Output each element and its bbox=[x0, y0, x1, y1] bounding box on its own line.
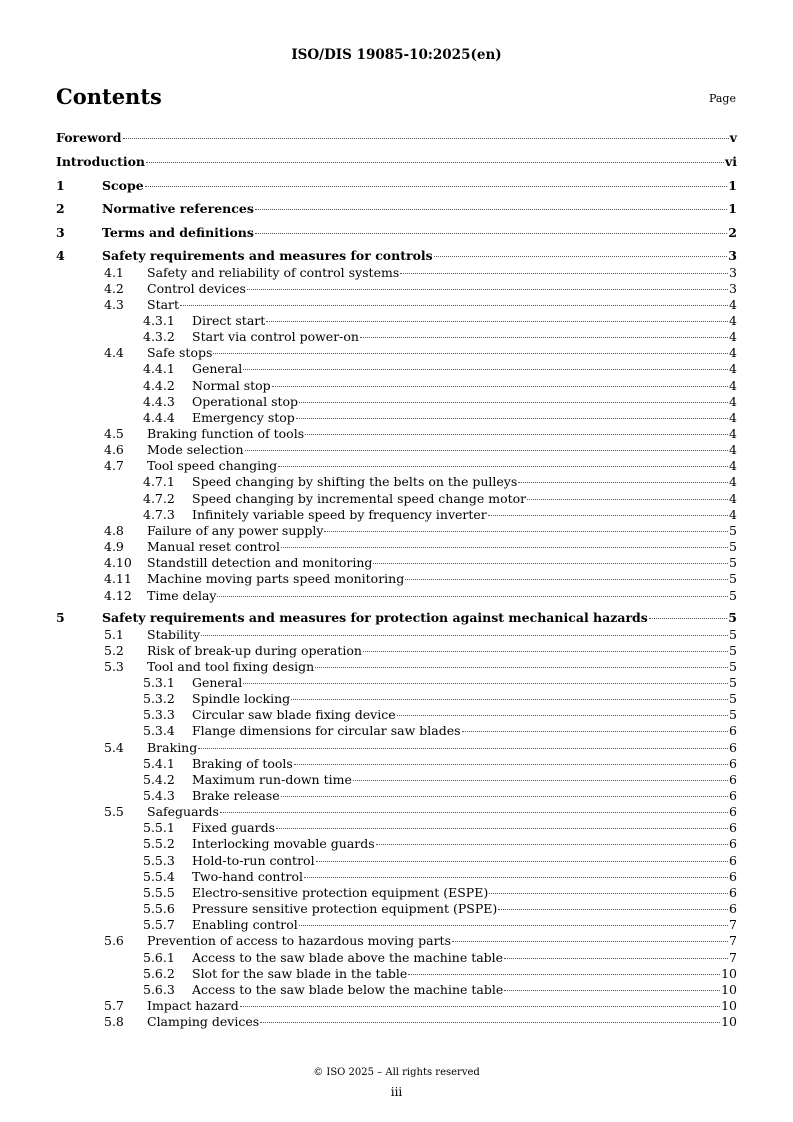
toc-leader-dots bbox=[353, 779, 728, 781]
toc-entry-page: 6 bbox=[729, 723, 737, 739]
toc-entry-label: Machine moving parts speed monitoring bbox=[147, 571, 405, 587]
toc-entry-number: 4.3.2 bbox=[143, 329, 175, 345]
toc-leader-dots bbox=[220, 811, 728, 813]
toc-entry[interactable] bbox=[56, 966, 737, 982]
toc-entry-number: 5.1 bbox=[104, 626, 124, 642]
toc-leader-dots bbox=[316, 860, 728, 862]
toc-entry-label: Prevention of access to hazardous moving parts bbox=[147, 933, 451, 949]
toc-entry[interactable] bbox=[56, 555, 737, 571]
document-id: ISO/DIS 19085-10:2025(en) bbox=[291, 47, 502, 63]
toc-entry-page: 7 bbox=[729, 949, 737, 965]
toc-entry-number: 4.4.3 bbox=[143, 393, 175, 409]
copyright-notice: © ISO 2025 – All rights reserved bbox=[313, 1067, 480, 1078]
toc-entry-page: vi bbox=[724, 154, 737, 169]
toc-entry-page: 4 bbox=[729, 329, 737, 345]
toc-entry-number: 5.5.4 bbox=[143, 868, 175, 884]
toc-leader-dots bbox=[217, 595, 728, 597]
toc-entry[interactable] bbox=[56, 756, 737, 772]
toc-leader-dots bbox=[649, 617, 727, 619]
toc-entry-label: Time delay bbox=[147, 587, 217, 603]
toc-entry[interactable] bbox=[56, 707, 737, 723]
toc-entry-label: Risk of break-up during operation bbox=[147, 642, 362, 658]
toc-entry[interactable] bbox=[56, 740, 737, 756]
toc-entry-number: 4.7.2 bbox=[143, 490, 175, 506]
toc-entry[interactable] bbox=[56, 394, 737, 410]
toc-entry-label: Speed changing by shifting the belts on the pulleys bbox=[192, 474, 518, 490]
toc-entry-label: Control devices bbox=[147, 280, 246, 296]
toc-leader-dots bbox=[299, 924, 728, 926]
toc-leader-dots bbox=[363, 650, 728, 652]
toc-entry-label: Two-hand control bbox=[192, 868, 303, 884]
toc-leader-dots bbox=[201, 634, 728, 636]
toc-leader-dots bbox=[315, 666, 728, 668]
toc-entry-label: Interlocking movable guards bbox=[192, 836, 375, 852]
toc-entry-page: 5 bbox=[729, 674, 737, 690]
toc-leader-dots bbox=[452, 940, 728, 942]
toc-leader-dots bbox=[294, 763, 728, 765]
toc-entry-page: 6 bbox=[729, 868, 737, 884]
toc-entry-page: 6 bbox=[729, 901, 737, 917]
toc-entry-label: Impact hazard bbox=[147, 997, 239, 1013]
toc-leader-dots bbox=[260, 1021, 720, 1023]
toc-entry-page: 6 bbox=[729, 788, 737, 803]
toc-entry[interactable] bbox=[56, 998, 737, 1014]
toc-entry[interactable] bbox=[56, 201, 737, 217]
toc-entry-number: 1 bbox=[56, 178, 65, 193]
toc-entry[interactable] bbox=[56, 836, 737, 852]
toc-leader-dots bbox=[240, 1005, 720, 1007]
toc-leader-dots bbox=[376, 843, 728, 845]
toc-entry[interactable] bbox=[56, 627, 737, 643]
toc-leader-dots bbox=[123, 137, 729, 139]
toc-entry[interactable] bbox=[56, 610, 737, 626]
toc-entry-page: 3 bbox=[728, 248, 737, 263]
toc-entry[interactable] bbox=[56, 885, 737, 901]
toc-entry-label: Operational stop bbox=[192, 393, 299, 409]
toc-entry-page: 5 bbox=[729, 691, 737, 707]
toc-entry-label: Braking function of tools bbox=[147, 426, 305, 441]
toc-entry-label: Tool and tool fixing design bbox=[147, 658, 315, 674]
toc-entry-page: 4 bbox=[729, 312, 737, 328]
toc-entry-page: 5 bbox=[729, 658, 737, 674]
toc-entry[interactable] bbox=[56, 225, 737, 241]
toc-entry-page: 6 bbox=[729, 820, 737, 836]
toc-entry-number: 5.5.2 bbox=[143, 836, 175, 852]
toc-entry-page: 7 bbox=[729, 917, 737, 933]
toc-entry[interactable] bbox=[56, 361, 737, 377]
toc-entry-label: Terms and definitions bbox=[102, 225, 254, 240]
toc-leader-dots bbox=[397, 714, 728, 716]
toc-entry-label: Safety and reliability of control systems bbox=[147, 264, 400, 280]
toc-entry-page: 5 bbox=[729, 587, 737, 603]
toc-entry-number: 4.9 bbox=[104, 539, 124, 555]
toc-entry[interactable] bbox=[56, 297, 737, 313]
toc-entry-page: 5 bbox=[729, 707, 737, 723]
toc-entry[interactable] bbox=[56, 788, 737, 804]
toc-leader-dots bbox=[213, 352, 728, 354]
toc-entry[interactable] bbox=[56, 458, 737, 474]
toc-entry-page: 5 bbox=[729, 539, 737, 555]
toc-entry-label: Normative references bbox=[102, 201, 254, 216]
toc-leader-dots bbox=[304, 876, 728, 878]
toc-entry-page: 5 bbox=[729, 626, 737, 642]
toc-entry-label: Mode selection bbox=[147, 442, 244, 458]
toc-entry[interactable] bbox=[56, 281, 737, 297]
toc-entry-number: 5 bbox=[56, 610, 65, 625]
toc-entry-number: 4.5 bbox=[104, 426, 124, 441]
toc-entry-label: Braking bbox=[147, 739, 198, 755]
toc-leader-dots bbox=[462, 730, 728, 732]
toc-entry[interactable] bbox=[56, 933, 737, 949]
toc-entry-page: 4 bbox=[729, 490, 737, 506]
toc-leader-dots bbox=[504, 989, 720, 991]
toc-entry-label: Start via control power-on bbox=[192, 329, 359, 345]
toc-entry[interactable] bbox=[56, 1014, 737, 1030]
toc-entry-label: Slot for the saw blade in the table bbox=[192, 965, 408, 981]
toc-entry-page: 6 bbox=[729, 852, 737, 868]
toc-entry-page: 6 bbox=[729, 804, 737, 820]
toc-entry[interactable] bbox=[56, 853, 737, 869]
toc-entry-page: 4 bbox=[729, 458, 737, 474]
toc-entry-label: Pressure sensitive protection equipment (PSPE) bbox=[192, 901, 498, 917]
toc-leader-dots bbox=[278, 465, 728, 467]
toc-entry[interactable] bbox=[56, 723, 737, 739]
toc-entry[interactable] bbox=[56, 691, 737, 707]
toc-entry-number: 5.4 bbox=[104, 739, 124, 755]
toc-entry-number: 3 bbox=[56, 225, 65, 240]
toc-entry-number: 2 bbox=[56, 201, 65, 216]
toc-entry-label: Emergency stop bbox=[192, 409, 295, 425]
toc-entry-number: 4.4.4 bbox=[143, 409, 175, 425]
toc-entry-label: Flange dimensions for circular saw blades bbox=[192, 723, 461, 739]
toc-leader-dots bbox=[408, 973, 720, 975]
toc-leader-dots bbox=[146, 161, 724, 163]
toc-entry-number: 4 bbox=[56, 248, 65, 263]
toc-entry-page: 6 bbox=[729, 836, 737, 852]
toc-entry-page: 10 bbox=[721, 981, 737, 997]
toc-entry[interactable] bbox=[56, 539, 737, 555]
toc-entry-number: 4.4.1 bbox=[143, 361, 175, 377]
toc-entry-number: 5.7 bbox=[104, 997, 124, 1013]
toc-entry-number: 4.1 bbox=[104, 264, 124, 280]
toc-entry[interactable] bbox=[56, 378, 737, 394]
toc-entry-number: 4.2 bbox=[104, 280, 124, 296]
toc-entry[interactable] bbox=[56, 643, 737, 659]
toc-entry-number: 4.3.1 bbox=[143, 312, 175, 328]
toc-entry-page: 7 bbox=[729, 933, 737, 949]
toc-entry-label: Scope bbox=[102, 178, 144, 193]
toc-entry-page: 4 bbox=[729, 506, 737, 522]
toc-entry-label: Safety requirements and measures for protection against mechanical hazards bbox=[102, 610, 648, 625]
toc-entry[interactable] bbox=[56, 901, 737, 917]
toc-entry-number: 5.4.3 bbox=[143, 788, 175, 803]
toc-entry-label: Enabling control bbox=[192, 917, 298, 933]
toc-entry-label: Introduction bbox=[56, 154, 146, 169]
toc-entry[interactable] bbox=[56, 820, 737, 836]
toc-entry-label: Spindle locking bbox=[192, 691, 291, 707]
toc-entry-page: 5 bbox=[728, 610, 737, 625]
toc-entry-page: 6 bbox=[729, 884, 737, 900]
toc-entry-label: Clamping devices bbox=[147, 1014, 260, 1030]
toc-entry-number: 4.7.1 bbox=[143, 474, 175, 490]
toc-entry-number: 5.3.2 bbox=[143, 691, 175, 707]
toc-entry-number: 5.3.4 bbox=[143, 723, 175, 739]
toc-leader-dots bbox=[276, 827, 728, 829]
toc-entry-label: Standstill detection and monitoring bbox=[147, 555, 373, 571]
toc-leader-dots bbox=[504, 957, 728, 959]
toc-entry-page: 4 bbox=[729, 409, 737, 425]
toc-entry-page: 6 bbox=[729, 771, 737, 787]
toc-entry-number: 5.5.6 bbox=[143, 901, 175, 917]
toc-entry-page: 1 bbox=[728, 201, 737, 216]
toc-leader-dots bbox=[281, 546, 728, 548]
toc-entry-page: 5 bbox=[729, 555, 737, 571]
toc-entry[interactable] bbox=[56, 772, 737, 788]
toc-entry[interactable] bbox=[56, 659, 737, 675]
toc-leader-dots bbox=[296, 417, 728, 419]
toc-entry-label: Foreword bbox=[56, 130, 122, 145]
toc-entry-number: 4.12 bbox=[104, 587, 132, 603]
toc-entry-page: 4 bbox=[729, 345, 737, 361]
toc-entry-number: 5.3.3 bbox=[143, 707, 175, 723]
toc-leader-dots bbox=[180, 304, 728, 306]
toc-leader-dots bbox=[488, 514, 728, 516]
toc-leader-dots bbox=[247, 288, 728, 290]
toc-entry-number: 4.8 bbox=[104, 522, 124, 538]
toc-leader-dots bbox=[489, 892, 728, 894]
toc-leader-dots bbox=[527, 498, 728, 500]
toc-entry-number: 4.10 bbox=[104, 555, 132, 571]
toc-entry-page: 3 bbox=[729, 280, 737, 296]
toc-leader-dots bbox=[360, 336, 728, 338]
toc-entry-label: Fixed guards bbox=[192, 820, 275, 836]
toc-leader-dots bbox=[245, 449, 729, 451]
toc-entry-number: 5.6.2 bbox=[143, 965, 175, 981]
toc-entry-label: Access to the saw blade above the machine table bbox=[192, 949, 504, 965]
toc-entry[interactable] bbox=[56, 313, 737, 329]
page-column-label: Page bbox=[708, 92, 736, 105]
toc-entry-label: Brake release bbox=[192, 788, 280, 803]
toc-leader-dots bbox=[281, 795, 728, 797]
toc-entry-label: Circular saw blade fixing device bbox=[192, 707, 396, 723]
toc-entry-label: Hold-to-run control bbox=[192, 852, 315, 868]
toc-leader-dots bbox=[272, 385, 728, 387]
toc-entry[interactable] bbox=[56, 248, 737, 264]
toc-entry-number: 5.5.1 bbox=[143, 820, 175, 836]
toc-leader-dots bbox=[434, 255, 728, 257]
toc-entry[interactable] bbox=[56, 869, 737, 885]
toc-entry-label: Access to the saw blade below the machine table bbox=[192, 981, 504, 997]
toc-entry-label: Maximum run-down time bbox=[192, 771, 352, 787]
toc-entry[interactable] bbox=[56, 491, 737, 507]
toc-leader-dots bbox=[266, 320, 728, 322]
toc-entry-page: 6 bbox=[729, 755, 737, 771]
toc-entry-number: 5.4.1 bbox=[143, 755, 175, 771]
toc-entry-number: 5.5 bbox=[104, 804, 124, 820]
toc-entry[interactable] bbox=[56, 178, 737, 194]
toc-leader-dots bbox=[299, 401, 728, 403]
toc-entry[interactable] bbox=[56, 804, 737, 820]
toc-entry[interactable] bbox=[56, 265, 737, 281]
toc-entry[interactable] bbox=[56, 675, 737, 691]
toc-leader-dots bbox=[405, 578, 728, 580]
toc-entry[interactable] bbox=[56, 507, 737, 523]
toc-leader-dots bbox=[255, 208, 727, 210]
toc-entry-page: 5 bbox=[729, 642, 737, 658]
toc-leader-dots bbox=[400, 272, 728, 274]
toc-entry-number: 5.3 bbox=[104, 658, 124, 674]
toc-entry-label: Braking of tools bbox=[192, 755, 293, 771]
toc-entry-number: 4.4 bbox=[104, 345, 124, 361]
toc-leader-dots bbox=[243, 368, 728, 370]
toc-entry[interactable] bbox=[56, 130, 737, 146]
toc-leader-dots bbox=[324, 530, 728, 532]
toc-entry-number: 5.5.5 bbox=[143, 884, 175, 900]
toc-entry-page: 4 bbox=[729, 426, 737, 441]
toc-entry-page: 6 bbox=[729, 739, 737, 755]
toc-entry-page: 2 bbox=[728, 225, 737, 240]
page-number: iii bbox=[390, 1085, 403, 1099]
toc-entry-label: Infinitely variable speed by frequency inverter bbox=[192, 506, 487, 522]
toc-entry-page: 10 bbox=[721, 1014, 737, 1030]
toc-entry[interactable] bbox=[56, 950, 737, 966]
toc-entry[interactable] bbox=[56, 329, 737, 345]
toc-entry[interactable] bbox=[56, 474, 737, 490]
toc-entry-page: 1 bbox=[728, 178, 737, 193]
toc-entry[interactable] bbox=[56, 917, 737, 933]
toc-entry-number: 4.11 bbox=[104, 571, 132, 587]
toc-entry-number: 5.6 bbox=[104, 933, 124, 949]
toc-entry[interactable] bbox=[56, 410, 737, 426]
toc-leader-dots bbox=[145, 185, 728, 187]
toc-entry-page: 4 bbox=[729, 377, 737, 393]
toc-entry[interactable] bbox=[56, 588, 737, 604]
toc-entry[interactable] bbox=[56, 345, 737, 361]
toc-entry-page: 4 bbox=[729, 442, 737, 458]
toc-entry-number: 5.5.3 bbox=[143, 852, 175, 868]
toc-entry-page: 4 bbox=[729, 474, 737, 490]
toc-entry-page: 5 bbox=[729, 571, 737, 587]
toc-entry-label: General bbox=[192, 674, 243, 690]
toc-entry-label: Stability bbox=[147, 626, 201, 642]
toc-entry-label: Manual reset control bbox=[147, 539, 281, 555]
toc-entry-page: 4 bbox=[729, 393, 737, 409]
toc-entry-label: Electro-sensitive protection equipment (ESPE) bbox=[192, 884, 489, 900]
toc-entry-label: Direct start bbox=[192, 312, 266, 328]
toc-entry-number: 5.6.3 bbox=[143, 981, 175, 997]
toc-entry-label: Normal stop bbox=[192, 377, 271, 393]
toc-leader-dots bbox=[243, 682, 728, 684]
toc-entry-number: 4.4.2 bbox=[143, 377, 175, 393]
toc-leader-dots bbox=[291, 698, 728, 700]
toc-entry-number: 5.4.2 bbox=[143, 771, 175, 787]
toc-leader-dots bbox=[498, 908, 728, 910]
toc-entry-page: 4 bbox=[729, 296, 737, 312]
toc-entry-page: v bbox=[729, 130, 737, 145]
toc-entry-number: 5.3.1 bbox=[143, 674, 175, 690]
toc-entry-number: 5.2 bbox=[104, 642, 124, 658]
toc-entry-label: General bbox=[192, 361, 243, 377]
toc-entry-label: Speed changing by incremental speed change motor bbox=[192, 490, 527, 506]
page-title: Contents bbox=[56, 84, 162, 109]
toc-entry-label: Safeguards bbox=[147, 804, 219, 820]
toc-entry-number: 4.7 bbox=[104, 458, 124, 474]
toc-entry[interactable] bbox=[56, 523, 737, 539]
toc-entry-page: 10 bbox=[721, 997, 737, 1013]
toc-entry[interactable] bbox=[56, 571, 737, 587]
toc-entry-label: Safe stops bbox=[147, 345, 213, 361]
toc-leader-dots bbox=[518, 481, 728, 483]
toc-entry-label: Tool speed changing bbox=[147, 458, 278, 474]
toc-entry[interactable] bbox=[56, 154, 737, 170]
toc-entry-number: 4.7.3 bbox=[143, 506, 175, 522]
toc-entry-label: Start bbox=[147, 296, 180, 312]
toc-leader-dots bbox=[305, 433, 728, 435]
toc-entry[interactable] bbox=[56, 982, 737, 998]
toc-leader-dots bbox=[373, 562, 728, 564]
toc-leader-dots bbox=[198, 747, 728, 749]
toc-entry-page: 3 bbox=[729, 264, 737, 280]
toc-entry-label: Safety requirements and measures for controls bbox=[102, 248, 433, 263]
toc-leader-dots bbox=[255, 232, 727, 234]
toc-entry[interactable] bbox=[56, 426, 737, 442]
toc-entry-number: 5.5.7 bbox=[143, 917, 175, 933]
toc-entry[interactable] bbox=[56, 442, 737, 458]
toc-entry-number: 4.6 bbox=[104, 442, 124, 458]
toc-entry-page: 10 bbox=[721, 965, 737, 981]
toc-entry-number: 5.8 bbox=[104, 1014, 124, 1030]
toc-entry-number: 4.3 bbox=[104, 296, 124, 312]
toc-entry-page: 4 bbox=[729, 361, 737, 377]
toc-entry-label: Failure of any power supply bbox=[147, 522, 324, 538]
toc-entry-number: 5.6.1 bbox=[143, 949, 175, 965]
toc-entry-page: 5 bbox=[729, 522, 737, 538]
